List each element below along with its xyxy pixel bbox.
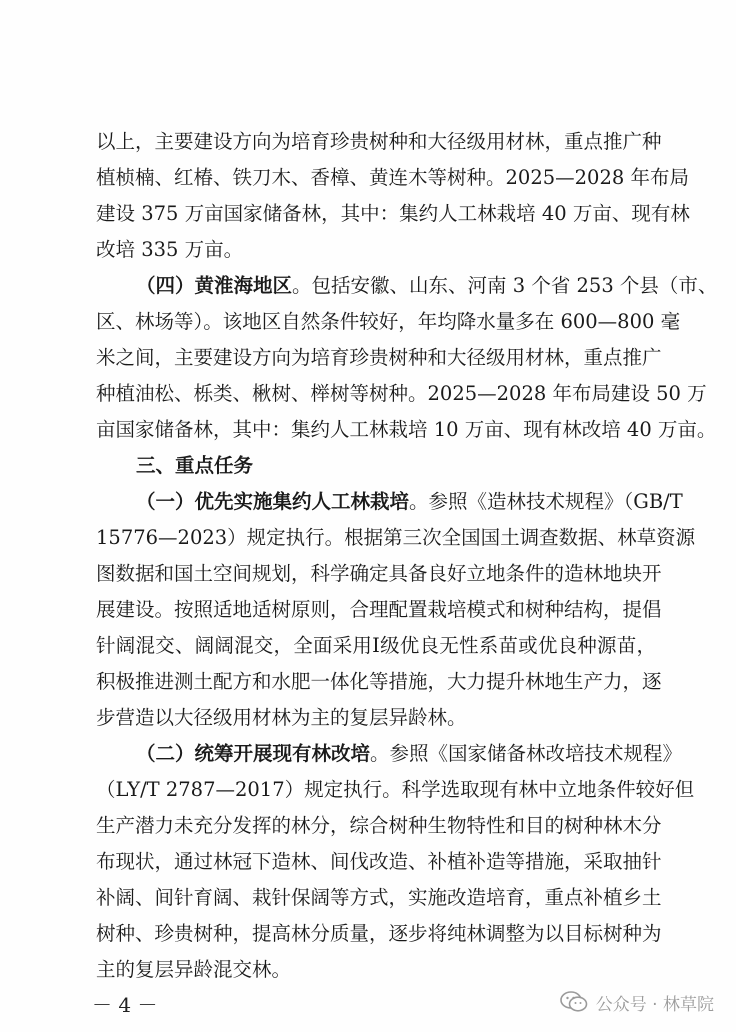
paragraph-line: 建设 375 万亩国家储备林，其中：集约人工林栽培 40 万亩、现有林	[96, 202, 690, 225]
watermark-text: 公众号 · 林草院	[595, 994, 714, 1015]
paragraph-line: 区、林场等）。该地区自然条件较好，年均降水量多在 600—800 毫	[96, 310, 681, 333]
paragraph-line: 布现状，通过林冠下造林、间伐改造、补植补造等措施，采取抽针	[96, 850, 662, 873]
section-heading: 三、重点任务	[136, 454, 254, 477]
paragraph-line: 亩国家储备林，其中：集约人工林栽培 10 万亩、现有林改培 40 万亩。	[96, 418, 717, 441]
paragraph-line: 以上，主要建设方向为培育珍贵树种和大径级用材林，重点推广种	[96, 130, 662, 153]
task-2-text: 。参照《国家储备林改培技术规程》	[370, 742, 683, 765]
paragraph-line: 米之间，主要建设方向为培育珍贵树种和大径级用材林，重点推广	[96, 346, 662, 369]
paragraph-line: 图数据和国土空间规划，科学确定具备良好立地条件的造林地块开	[96, 562, 662, 585]
paragraph-line: 步营造以大径级用材林为主的复层异龄林。	[96, 706, 467, 729]
task-1-first-line	[136, 484, 683, 520]
task-1-text: 。参照《造林技术规程》（GB/T	[409, 490, 683, 513]
section-4-first-line	[136, 268, 718, 304]
wechat-icon	[560, 990, 588, 1014]
section-4-title: （四）黄淮海地区	[136, 274, 293, 297]
paragraph-line: 针阔混交、阔阔混交，全面采用Ⅰ级优良无性系苗或优良种源苗，	[96, 634, 656, 657]
paragraph-line: 展建设。按照适地适树原则，合理配置栽培模式和树种结构，提倡	[96, 598, 662, 621]
task-2-title: （二）统筹开展现有林改培	[136, 742, 371, 765]
watermark	[560, 986, 714, 1018]
task-1-title: （一）优先实施集约人工林栽培	[136, 490, 410, 513]
paragraph-line: （LY/T 2787—2017）规定执行。科学选取现有林中立地条件较好但	[96, 778, 695, 801]
task-2-first-line	[136, 736, 683, 772]
paragraph-line: 树种、珍贵树种，提高林分质量，逐步将纯林调整为以目标树种为	[96, 922, 662, 945]
page-number: － 4 －	[92, 993, 158, 1017]
paragraph-line: 改培 335 万亩。	[96, 238, 244, 261]
section-4-text: 。包括安徽、山东、河南 3 个省 253 个县（市、	[292, 274, 718, 297]
paragraph-line: 补阔、间针育阔、栽针保阔等方式，实施改造培育，重点补植乡土	[96, 886, 662, 909]
paragraph-line: 主的复层异龄混交林。	[96, 958, 292, 981]
paragraph-line: 种植油松、栎类、楸树、榉树等树种。2025—2028 年布局建设 50 万	[96, 382, 707, 405]
paragraph-line: 植桢楠、红椿、铁刀木、香樟、黄连木等树种。2025—2028 年布局	[96, 166, 689, 189]
paragraph-line: 积极推进测土配方和水肥一体化等措施，大力提升林地生产力，逐	[96, 670, 662, 693]
paragraph-line: 15776—2023）规定执行。根据第三次全国国土调查数据、林草资源	[96, 526, 696, 549]
paragraph-line: 生产潜力未充分发挥的林分，综合树种生物特性和目的树种林木分	[96, 814, 662, 837]
